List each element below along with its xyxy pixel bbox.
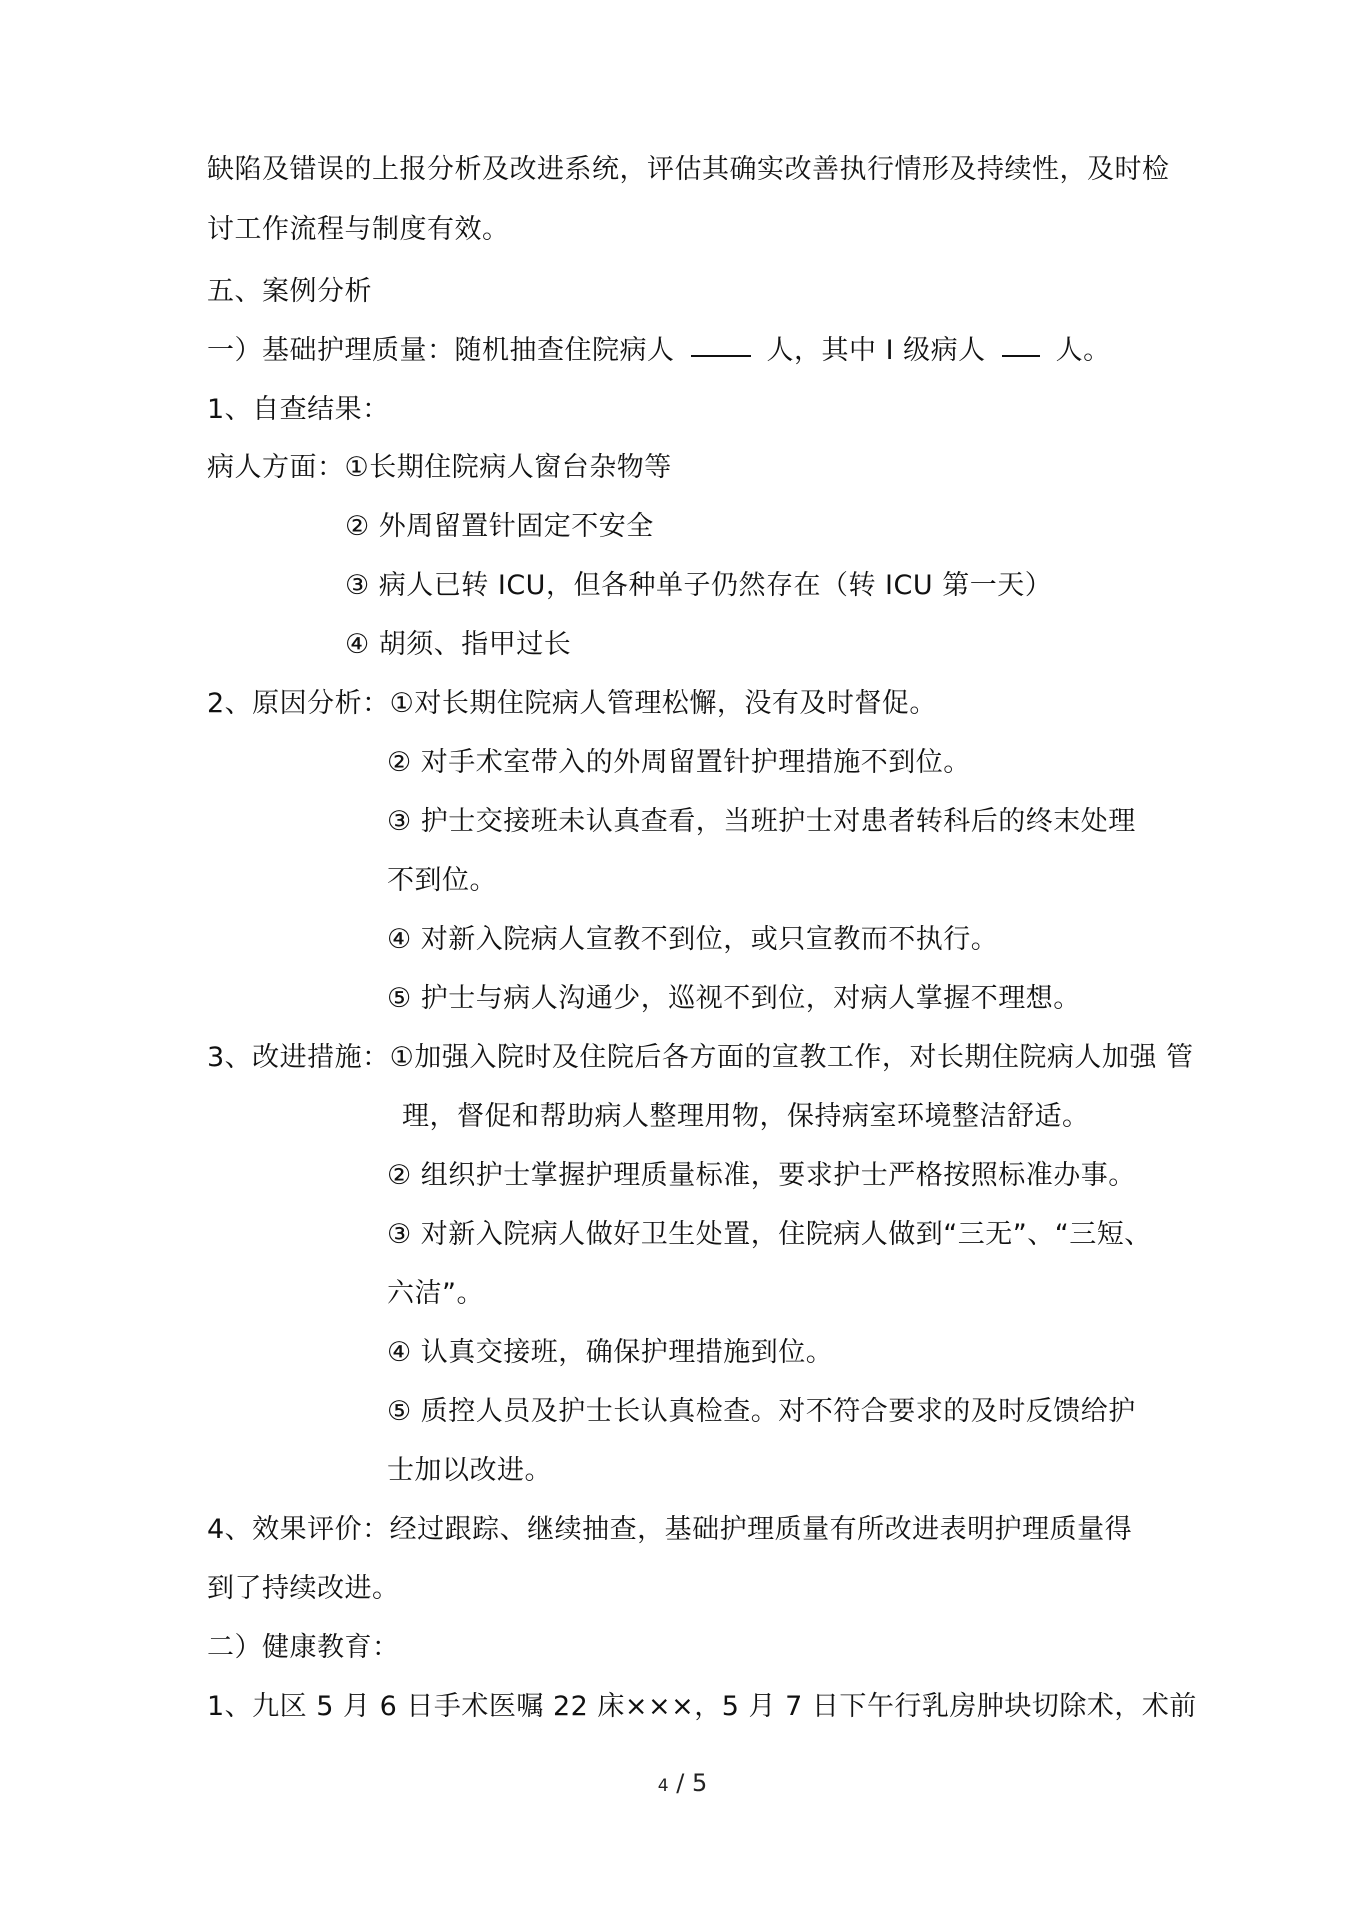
current-page-number: 4 xyxy=(657,1776,669,1796)
fill-blank xyxy=(691,355,751,357)
list-item: ③ 对新入院病人做好卫生处置，住院病人做到“三无”、“三短、 xyxy=(387,1219,1152,1250)
list-item: ② 组织护士掌握护理质量标准，要求护士严格按照标准办事。 xyxy=(387,1160,1136,1191)
subheading: 1、自查结果： xyxy=(207,394,390,425)
section-heading: 五、案例分析 xyxy=(207,276,372,307)
list-item: ⑤ 护士与病人沟通少，巡视不到位，对病人掌握不理想。 xyxy=(387,983,1081,1014)
list-item: ④ 认真交接班，确保护理措施到位。 xyxy=(387,1337,834,1368)
quality-line-part3: 人。 xyxy=(1055,335,1111,366)
list-item: ③ 护士交接班未认真查看，当班护士对患者转科后的终末处理 xyxy=(387,806,1136,837)
paragraph-line: 2、原因分析：①对长期住院病人管理松懈，没有及时督促。 xyxy=(207,688,937,719)
paragraph-line: 1、九区 5 月 6 日手术医嘱 22 床×××，5 月 7 日下午行乳房肿块切除术，术前 xyxy=(207,1691,1197,1722)
list-item: ② 外周留置针固定不安全 xyxy=(345,511,654,542)
list-item-continuation: 理，督促和帮助病人整理用物，保持病室环境整洁舒适。 xyxy=(402,1101,1090,1132)
section-heading: 二）健康教育： xyxy=(207,1632,400,1663)
page-number xyxy=(0,1767,1365,1802)
total-pages: 5 xyxy=(691,1769,708,1797)
list-item: ② 对手术室带入的外周留置针护理措施不到位。 xyxy=(387,747,971,778)
paragraph-line: 病人方面：①长期住院病人窗台杂物等 xyxy=(207,452,672,483)
list-item: ④ 对新入院病人宣教不到位，或只宣教而不执行。 xyxy=(387,924,999,955)
list-item-continuation: 六洁”。 xyxy=(387,1278,484,1309)
paragraph-line: 4、效果评价：经过跟踪、继续抽查，基础护理质量有所改进表明护理质量得 xyxy=(207,1514,1133,1545)
list-item-continuation: 士加以改进。 xyxy=(387,1455,552,1486)
list-item: ④ 胡须、指甲过长 xyxy=(345,629,572,660)
quality-line xyxy=(207,331,1111,371)
fill-blank xyxy=(1002,355,1040,357)
paragraph-line: 缺陷及错误的上报分析及改进系统，评估其确实改善执行情形及持续性，及时检 xyxy=(207,154,1170,185)
paragraph-line: 到了持续改进。 xyxy=(207,1573,400,1604)
quality-line-part2: 人，其中 I 级病人 xyxy=(766,335,986,366)
page-separator: / xyxy=(668,1769,692,1797)
paragraph-line: 3、改进措施：①加强入院时及住院后各方面的宣教工作，对长期住院病人加强 管 xyxy=(207,1042,1194,1073)
paragraph-line: 讨工作流程与制度有效。 xyxy=(207,214,510,245)
list-item-continuation: 不到位。 xyxy=(387,865,497,896)
quality-line-part1: 一）基础护理质量：随机抽查住院病人 xyxy=(207,335,675,366)
list-item: ⑤ 质控人员及护士长认真检查。对不符合要求的及时反馈给护 xyxy=(387,1396,1136,1427)
list-item: ③ 病人已转 ICU，但各种单子仍然存在（转 ICU 第一天） xyxy=(345,570,1053,601)
